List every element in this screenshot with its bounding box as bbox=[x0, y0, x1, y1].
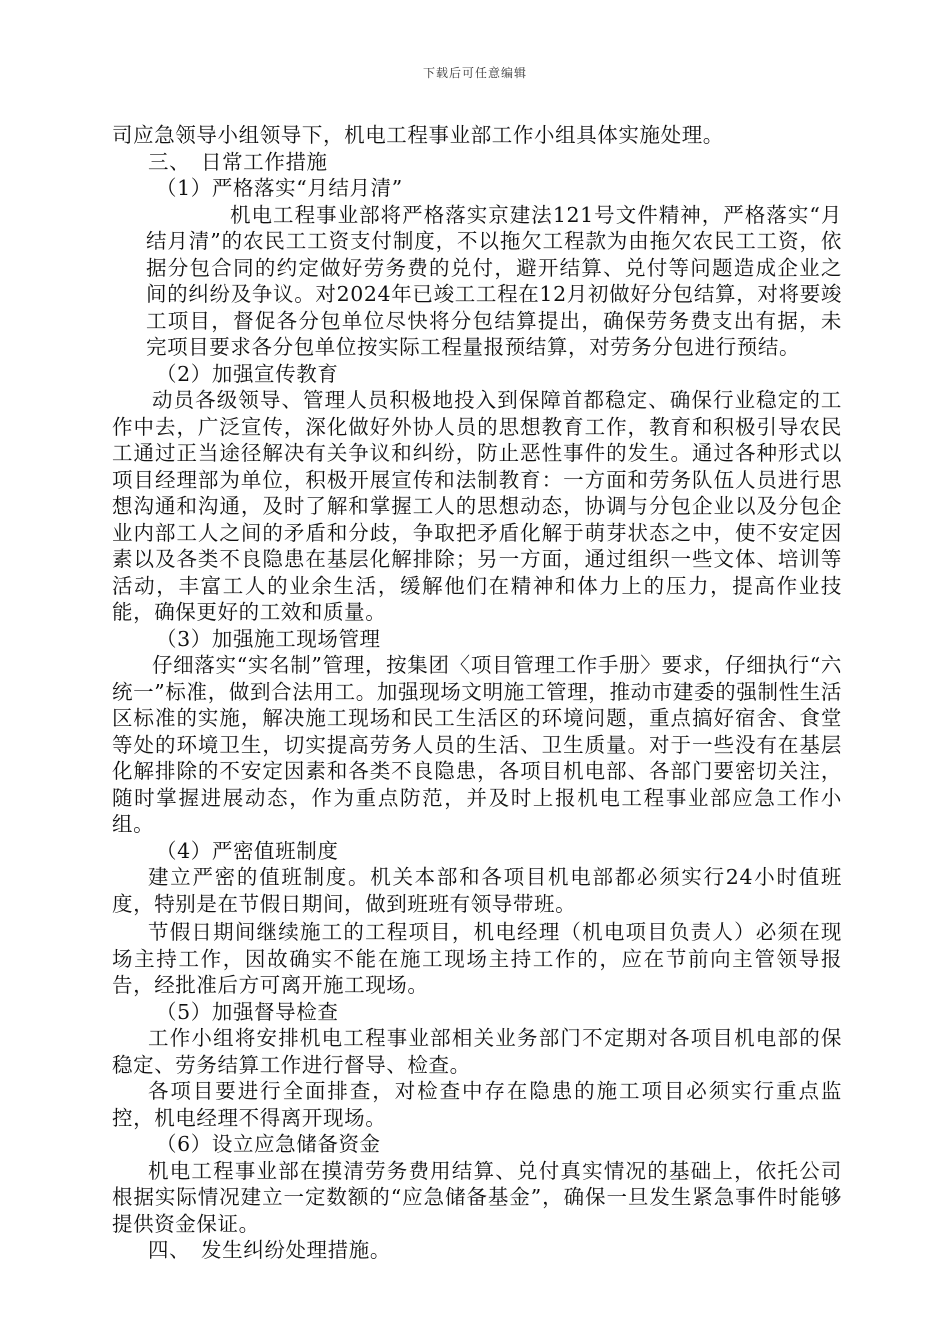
document-body bbox=[112, 122, 842, 1264]
paragraph-continuation: 司应急领导小组领导下，机电工程事业部工作小组具体实施处理。 bbox=[112, 123, 724, 147]
subheading-4: （4）严密值班制度 bbox=[156, 838, 339, 863]
subheading-3: （3）加强施工现场管理 bbox=[156, 626, 381, 651]
paragraph-monthly-settlement: 机电工程事业部将严格落实京建法121号文件精神，严格落实“月结月清”的农民工工资支付制度，不以拖欠工程款为由拖欠农民工工资，依据分包合同的约定做好劳务费的兑付，避开结算、兑付等问题造成企业之间的纠纷及争议。对2024年已竣工工程在12月初做好分包结算，对将要竣工项目，督促各分包单位尽快将分包结算提出，确保劳务费支出有据，未完项目要求各分包单位按实际工程量报预结算，对劳务分包进行预结。 bbox=[146, 202, 842, 359]
subheading-6: （6）设立应急储备资金 bbox=[156, 1132, 381, 1156]
section-heading-3: 三、 日常工作措施 bbox=[148, 149, 328, 174]
section-heading-4: 四、 发生纠纷处理措施。 bbox=[148, 1238, 391, 1262]
subheading-1: （1）严格落实“月结月清” bbox=[156, 176, 403, 200]
paragraph-inspection: 各项目要进行全面排查，对检查中存在隐患的施工项目必须实行重点监控，机电经理不得离开现场。 bbox=[112, 1079, 842, 1130]
paragraph-publicity-education: 动员各级领导、管理人员积极地投入到保障首都稳定、确保行业稳定的工作中去，广泛宣传，深化做好外协人员的思想教育工作，教育和积极引导农民工通过正当途径解决有关争议和纠纷，防止恶性事件的发生。通过各种形式以项目经理部为单位，积极开展宣传和法制教育：一方面和劳务队伍人员进行思想沟通和沟通，及时了解和掌握工人的思想动态，协调与分包企业以及分包企业内部工人之间的矛盾和分歧，争取把矛盾化解于萌芽状态之中，使不安定因素以及各类不良隐患在基层化解排除；另一方面，通过组织一些文体、培训等活动，丰富工人的业余生活，缓解他们在精神和体力上的压力，提高作业技能，确保更好的工效和质量。 bbox=[112, 388, 842, 624]
subheading-2: （2）加强宣传教育 bbox=[156, 361, 339, 386]
page-header: 下载后可任意编辑 bbox=[422, 66, 527, 80]
paragraph-supervision: 工作小组将安排机电工程事业部相关业务部门不定期对各项目机电部的保稳定、劳务结算工作进行督导、检查。 bbox=[112, 1026, 842, 1077]
paragraph-duty-system: 建立严密的值班制度。机关本部和各项目机电部都必须实行24小时值班度，特别是在节假日期间，做到班班有领导带班。 bbox=[112, 865, 842, 916]
paragraph-site-management: 仔细落实“实名制”管理，按集团〈项目管理工作手册〉要求，仔细执行“六统一”标准，做到合法用工。加强现场文明施工管理，推动市建委的强制性生活区标准的实施，解决施工现场和民工生活区的环境问题，重点搞好宿舍、食堂等处的环境卫生，切实提高劳务人员的生活、卫生质量。对于一些没有在基层化解排除的不安定因素和各类不良隐患，各项目机电部、各部门要密切关注，随时掌握进展动态，作为重点防范，并及时上报机电工程事业部应急工作小组。 bbox=[112, 653, 842, 836]
subheading-5: （5）加强督导检查 bbox=[156, 999, 339, 1024]
paragraph-reserve-fund: 机电工程事业部在摸清劳务费用结算、兑付真实情况的基础上，依托公司根据实际情况建立一定数额的“应急储备基金”，确保一旦发生紧急事件时能够提供资金保证。 bbox=[112, 1158, 842, 1236]
paragraph-holiday-duty: 节假日期间继续施工的工程项目，机电经理（机电项目负责人）必须在现场主持工作，因故确实不能在施工现场主持工作的，应在节前向主管领导报告，经批准后方可离开施工现场。 bbox=[112, 920, 842, 997]
